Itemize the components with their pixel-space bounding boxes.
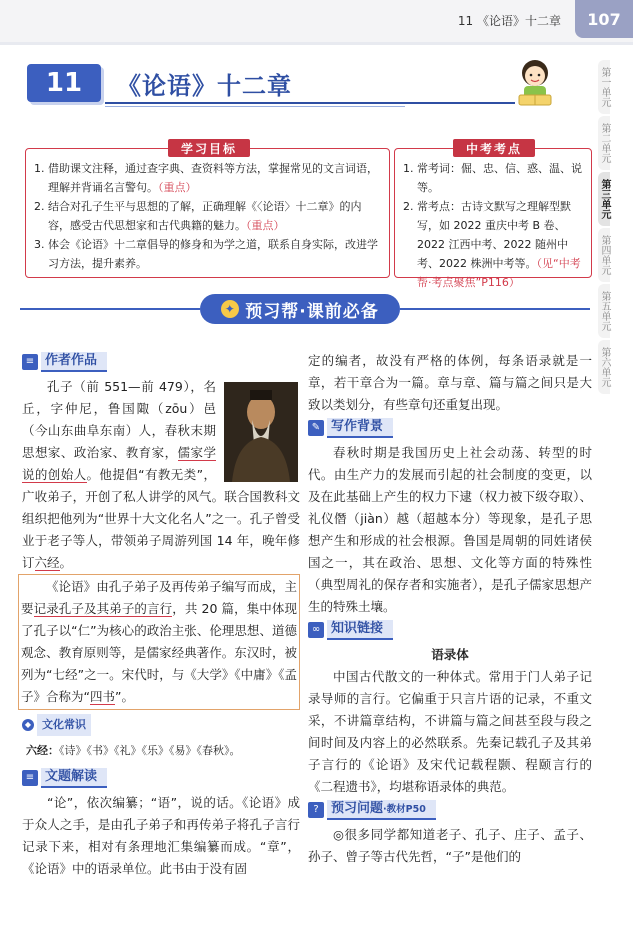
exam-points-tag: 中考考点 [453,139,535,157]
page-number: 107 [575,0,633,38]
title-rule [105,102,515,104]
section-knowledge-link [308,620,592,640]
work-intro-frame [18,574,300,710]
document-icon: ≡ [22,770,38,786]
banner-pill [200,294,400,324]
banner-rule-left [20,308,200,310]
left-column [22,350,300,880]
pen-icon: ✎ [308,420,324,436]
title-rule-secondary [105,106,405,107]
exam-item: 1. 常考词：倔、忠、信、惑、温、说等。 [403,162,582,194]
side-tab-unit-1[interactable]: 第一单元 [598,60,610,114]
section-banner [0,294,598,324]
goal-item: 3. 体会《论语》十二章倡导的修身和为学之道，联系自身实际，改进学习方法，提升素养。 [34,238,378,270]
section-title-author: 作者作品 [41,352,107,372]
side-tab-unit-6[interactable]: 第六单元 [598,340,610,394]
section-author [22,352,300,372]
running-chapter-title: 11 《论语》十二章 [457,14,561,28]
student-mascot-icon [505,55,565,113]
lesson-title: 《论语》十二章 [117,72,292,100]
continued-paragraph: 定的编者，故没有严格的体例，每条语录就是一章，若干章合为一篇。章与章、篇与篇之间只是大致以类划分，有些章句还重复出现。 [308,353,592,412]
learning-goals-tag: 学习目标 [168,139,250,157]
side-tab-unit-3[interactable]: 第三单元 [598,172,610,226]
culture-note-header [22,714,300,736]
side-tab-unit-4[interactable]: 第四单元 [598,228,610,282]
banner-rule-right [400,308,590,310]
section-background [308,418,592,438]
section-title-link: 知识链接 [327,620,393,640]
author-paragraph: 孔子（前 551—前 479），名丘，字仲尼，鲁国陬（zōu）邑（今山东曲阜东南）人，春秋末期思想家、政治家、教育家，儒家学说的创始人。他提倡“有教无类”，广收弟子，开创了私人讲学的风气。联合国教科文组织把他列为“世界十大文化名人”之一。孔子曾受业于老子等人，带领弟子周游列国 14 年，晚年修订六经。 [22,379,300,570]
exam-points-box [394,141,592,289]
culture-dot-icon: ◆ [22,719,34,731]
banner-title: 预习帮·课前必备 [245,301,379,322]
culture-title: 文化常识 [37,714,91,736]
goals-list [26,149,389,273]
confucius-portrait-image [224,382,298,482]
page-header [0,0,633,45]
work-paragraph: 《论语》由孔子弟子及再传弟子编写而成，主要记录孔子及其弟子的言行，共 20 篇，集中体现了孔子以“仁”为核心的政治主张、伦理思想、道德观念、教育原则等，是儒家经典著作。东汉时，被列为“七经”之一。宋代时，与《大学》《中庸》《孟子》合称为“四书”。 [21,579,297,704]
unit-side-tabs [598,60,633,396]
side-tab-unit-2[interactable]: 第二单元 [598,116,610,170]
background-paragraph: 春秋时期是我国历史上社会动荡、转型的时代。由生产力的发展而引起的社会制度的变更，以及在此基础上产生的权力下逮（权力被下级夺取）、礼仪僭（jiàn）越（超越本分）等现象，是孔子思想产生和形成的社会根源。鲁国是周朝的同姓诸侯国之一，其在政治、思想、文化等方面的特殊性（典型周礼的保存者和实施者），是孔子儒家思想产生的特殊土壤。 [308,445,592,614]
section-title-background: 写作背景 [327,418,393,438]
lightbulb-icon: ✦ [221,300,239,318]
link-paragraph: 中国古代散文的一种体式。常用于门人弟子记录导师的言行。它偏重于只言片语的记录，不重文采，不讲篇章结构，不讲篇与篇之间甚至段与段之间时间及内容上的必然联系。先秦记载孔子及其弟子言行的《论语》及宋代记载程颢、程颐言行的《二程遗书》，均堪称语录体的典范。 [308,669,592,794]
question-icon: ? [308,802,324,818]
right-column [308,350,592,868]
link-subtitle: 语录体 [431,647,469,662]
section-preview-question [308,800,592,820]
exam-list [395,149,591,292]
section-title-interp: ≡ 文题解读 [22,768,300,788]
culture-note: 六经：《诗》《书》《礼》《乐》《易》《春秋》。 [26,744,241,757]
question-paragraph: ◎很多同学都知道老子、孔子、庄子、孟子、孙子、曾子等古代先哲，“子”是他们的 [308,827,592,864]
learning-goals-box [25,141,390,278]
link-icon: ∞ [308,622,324,638]
lesson-number: 11 [27,64,101,102]
section-title-question: 预习问题·教材P50 [327,800,436,820]
interp-paragraph: “论”，依次编纂；“语”，说的话。《论语》成于众人之手，是由孔子弟子和再传弟子将孔子言行记录下来，相对有条理地汇集编纂而成。“章”，《论语》中的语录单位。此书由于没有固 [22,795,300,876]
book-icon: ≡ [22,354,38,370]
goal-item: 1. 借助课文注释，通过查字典、查资料等方法，掌握常见的文言词语，理解并背诵名言警句。（重点） [34,162,378,194]
exam-item: 2. 常考点：古诗文默写之理解型默写，如 2022 重庆中考 B 卷、2022 江西中考、2022 随州中考、2022 株洲中考等。（见“中考帮·考点聚焦”P116） [403,200,581,289]
confucius-portrait [224,382,298,482]
goal-item: 2. 结合对孔子生平与思想的了解，正确理解《〈论语〉十二章》的内容，感受古代思想家和古代典籍的魅力。（重点） [34,200,362,232]
side-tab-unit-5[interactable]: 第五单元 [598,284,610,338]
lesson-header [27,62,587,106]
